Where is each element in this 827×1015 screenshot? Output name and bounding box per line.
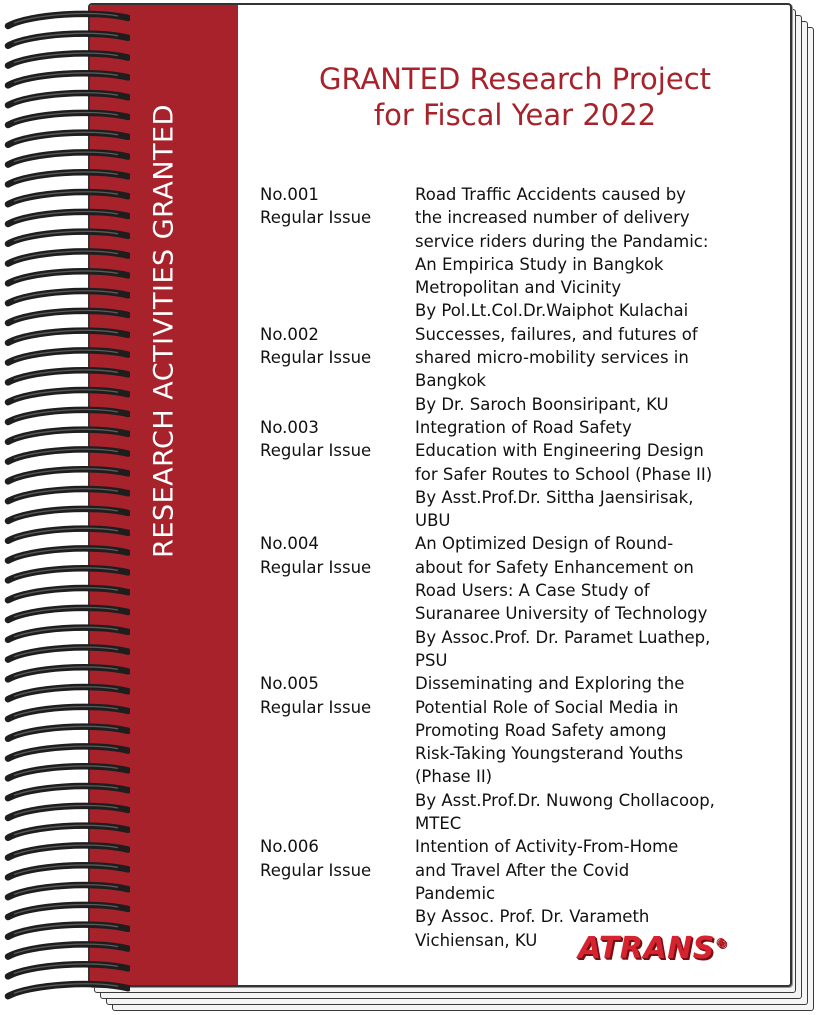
entry-line: Vichiensan, KU bbox=[415, 930, 538, 950]
entry-line: MTEC bbox=[415, 814, 462, 834]
entry-line: shared micro-mobility services in bbox=[415, 348, 689, 368]
entry-number: No.003 bbox=[260, 417, 319, 437]
entry-number: No.004 bbox=[260, 534, 319, 554]
entry-number: No.002 bbox=[260, 324, 319, 344]
entry-line: An Empirica Study in Bangkok bbox=[415, 254, 664, 274]
notebook-page bbox=[88, 3, 792, 987]
entry-type: Regular Issue bbox=[260, 441, 372, 461]
entry-number: No.006 bbox=[260, 837, 319, 857]
entry-line: By Asst.Prof.Dr. Sittha Jaensirisak, bbox=[415, 487, 694, 507]
entry-line: Education with Engineering Design bbox=[415, 441, 704, 461]
entry-type: Regular Issue bbox=[260, 208, 372, 228]
entry-line: Pandemic bbox=[415, 883, 496, 903]
entry-line: By Asst.Prof.Dr. Nuwong Chollacoop, bbox=[415, 790, 715, 810]
entry-description bbox=[415, 532, 785, 672]
entry-description bbox=[415, 323, 785, 416]
entry-type: Regular Issue bbox=[260, 860, 372, 880]
entry-number-block bbox=[260, 532, 415, 672]
project-entry bbox=[260, 183, 785, 323]
entry-line: service riders during the Pandamic: bbox=[415, 231, 709, 251]
project-entry bbox=[260, 672, 785, 835]
project-entry bbox=[260, 416, 785, 532]
entry-line: (Phase II) bbox=[415, 767, 493, 787]
entry-line: for Safer Routes to School (Phase II) bbox=[415, 464, 713, 484]
entry-line: Risk-Taking Youngsterand Youths bbox=[415, 744, 684, 764]
entry-line: By Pol.Lt.Col.Dr.Waiphot Kulachai bbox=[415, 301, 689, 321]
entry-number-block bbox=[260, 672, 415, 835]
title-line-1: GRANTED Research Project bbox=[318, 62, 712, 96]
entry-line: Integration of Road Safety bbox=[415, 417, 632, 437]
entry-line: Road Users: A Case Study of bbox=[415, 581, 650, 601]
project-entry bbox=[260, 323, 785, 416]
spine-label: RESEARCH ACTIVITIES GRANTED bbox=[148, 104, 180, 558]
entry-type: Regular Issue bbox=[260, 348, 372, 368]
entry-line: Road Traffic Accidents caused by bbox=[415, 185, 686, 204]
entry-description bbox=[415, 672, 785, 835]
entry-line: Metropolitan and Vicinity bbox=[415, 278, 622, 298]
entry-line: Bangkok bbox=[415, 371, 486, 391]
entry-line: the increased number of delivery bbox=[415, 208, 690, 228]
entry-description bbox=[415, 416, 785, 532]
entry-line: PSU bbox=[415, 650, 448, 670]
entry-number-block bbox=[260, 323, 415, 416]
entry-number: No.005 bbox=[260, 674, 319, 694]
entry-line: about for Safety Enhancement on bbox=[415, 557, 694, 577]
atrans-logo bbox=[578, 931, 727, 966]
project-list bbox=[260, 183, 785, 952]
entry-line: By Assoc.Prof. Dr. Paramet Luathep, bbox=[415, 627, 711, 647]
entry-line: By Dr. Saroch Boonsiripant, KU bbox=[415, 394, 669, 414]
entry-number-block bbox=[260, 835, 415, 951]
logo-text: ATRANS bbox=[578, 931, 715, 966]
entry-line: and Travel After the Covid bbox=[415, 860, 630, 880]
entry-line: Promoting Road Safety among bbox=[415, 720, 667, 740]
entry-line: Potential Role of Social Media in bbox=[415, 697, 679, 717]
spiral-binding bbox=[0, 0, 130, 1015]
project-entry bbox=[260, 532, 785, 672]
entry-line: Successes, failures, and futures of bbox=[415, 324, 698, 344]
entry-number: No.001 bbox=[260, 185, 319, 204]
entry-number-block bbox=[260, 416, 415, 532]
entry-line: An Optimized Design of Round- bbox=[415, 534, 674, 554]
entry-line: By Assoc. Prof. Dr. Varameth bbox=[415, 907, 650, 927]
entry-type: Regular Issue bbox=[260, 697, 372, 717]
entry-line: Suranaree University of Technology bbox=[415, 604, 708, 624]
entry-line: Intention of Activity-From-Home bbox=[415, 837, 679, 857]
entry-line: UBU bbox=[415, 511, 451, 531]
page-title bbox=[240, 61, 790, 133]
entry-description bbox=[415, 183, 785, 323]
title-line-2: for Fiscal Year 2022 bbox=[373, 98, 657, 132]
registered-mark: ® bbox=[714, 936, 728, 950]
entry-type: Regular Issue bbox=[260, 557, 372, 577]
entry-number-block bbox=[260, 183, 415, 323]
entry-line: Disseminating and Exploring the bbox=[415, 674, 685, 694]
